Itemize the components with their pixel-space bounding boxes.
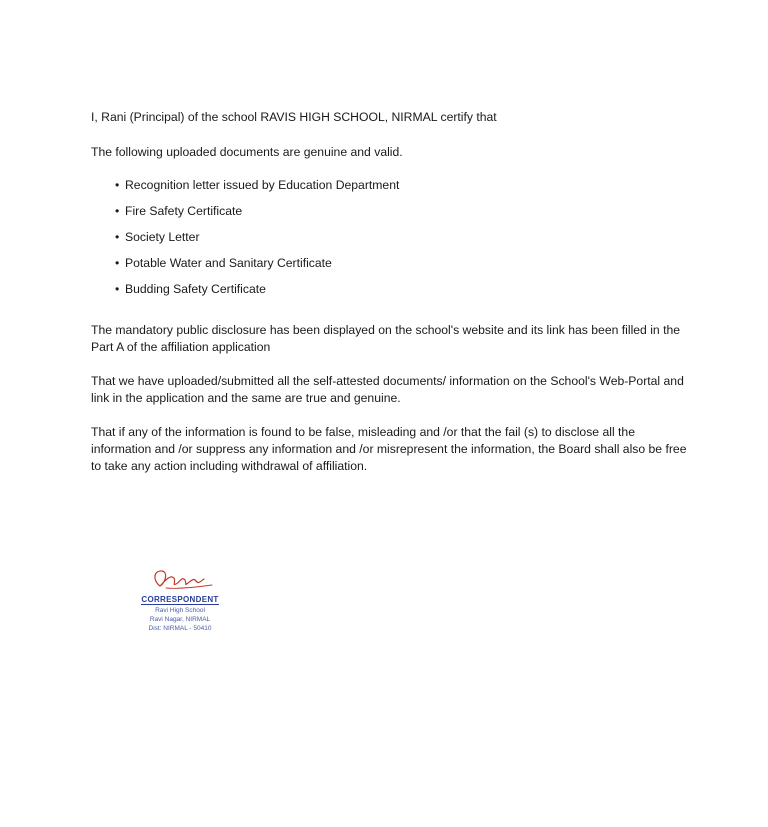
bullet-icon: •	[115, 230, 120, 244]
list-item	[115, 281, 691, 298]
list-item	[115, 203, 691, 220]
document-name: Potable Water and Sanitary Certificate	[125, 256, 332, 270]
documents-intro: The following uploaded documents are genuine and valid.	[91, 145, 403, 159]
correspondent-stamp	[130, 562, 230, 638]
signature-icon	[130, 562, 230, 596]
document-name: Fire Safety Certificate	[125, 204, 243, 218]
list-item	[115, 255, 691, 272]
documents-list	[91, 177, 691, 298]
bullet-icon: •	[115, 256, 120, 270]
document-name: Society Letter	[125, 230, 200, 244]
stamp-district: Dist: NIRMAL - 50410	[148, 625, 212, 632]
stamp-school: Ravi High School	[155, 607, 205, 614]
document-name: Recognition letter issued by Education Department	[125, 178, 400, 192]
bullet-icon: •	[115, 282, 120, 296]
upload-statement: That we have uploaded/submitted all the self-attested documents/ information on the School's Web-Portal and link in the application and the same are true and genuine.	[91, 374, 684, 405]
bullet-icon: •	[115, 204, 120, 218]
disclosure-statement: The mandatory public disclosure has been displayed on the school's website and its link has been filled in the Part A of the affiliation application	[91, 323, 681, 354]
declaration-body	[91, 109, 691, 492]
stamp-title: CORRESPONDENT	[141, 595, 219, 604]
list-item	[115, 229, 691, 246]
document-name: Budding Safety Certificate	[125, 282, 266, 296]
stamp-address: Ravi Nagar, NIRMAL	[149, 616, 211, 623]
opening-statement: I, Rani (Principal) of the school RAVIS HIGH SCHOOL, NIRMAL certify that	[91, 110, 497, 124]
list-item	[115, 177, 691, 194]
false-information-statement: That if any of the information is found to be false, misleading and /or that the fail (s) to disclose all the information and /or suppress any information and /or misrepresent the information, the Board shall also be free to take any action including withdrawal of affiliation.	[91, 425, 687, 473]
bullet-icon: •	[115, 178, 120, 192]
